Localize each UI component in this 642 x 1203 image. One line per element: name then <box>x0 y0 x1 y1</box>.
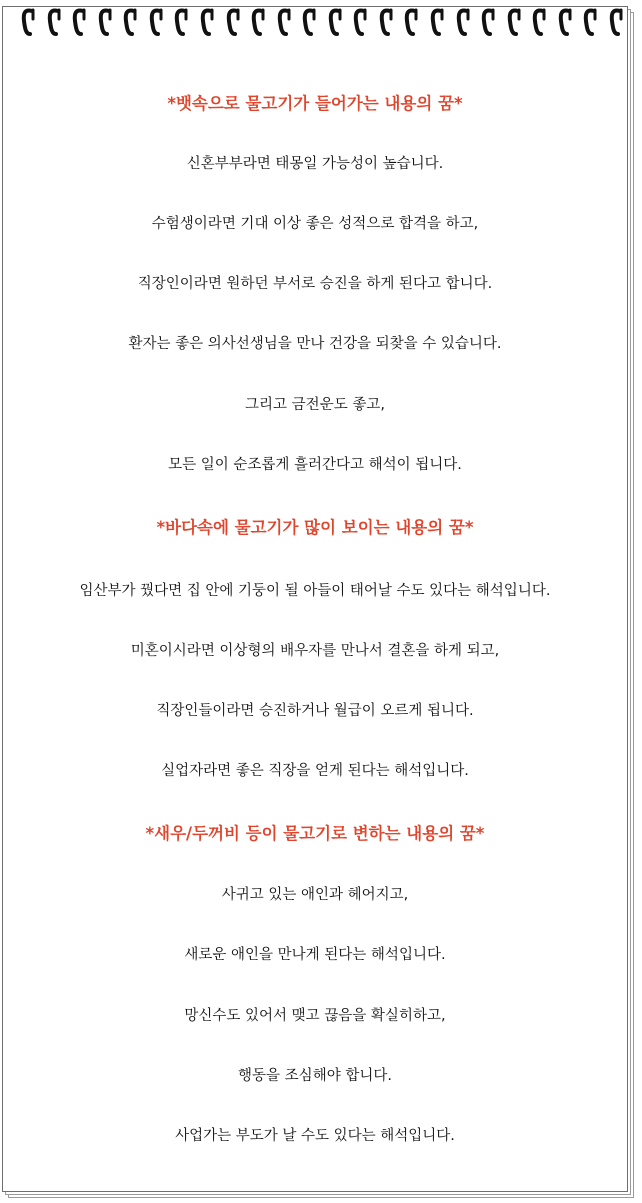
spiral-binding <box>21 7 625 41</box>
text-line: 신혼부부라면 태몽일 가능성이 높습니다. <box>186 156 444 172</box>
spiral-binding-ring-icon <box>200 7 216 39</box>
spiral-binding-ring-icon <box>430 7 446 39</box>
notepad <box>2 6 634 1196</box>
text-line: 그리고 금전운도 좋고, <box>245 397 385 413</box>
spiral-binding-ring-icon <box>174 7 190 39</box>
spiral-binding-ring-icon <box>277 7 293 39</box>
spiral-binding-ring-icon <box>149 7 165 39</box>
spiral-binding-ring-icon <box>72 7 88 39</box>
spiral-binding-ring-icon <box>302 7 318 39</box>
spiral-binding-ring-icon <box>404 7 420 39</box>
spiral-binding-ring-icon <box>609 7 625 39</box>
spiral-binding-ring-icon <box>226 7 242 39</box>
text-line: 모든 일이 순조롭게 흘러간다고 해석이 됩니다. <box>168 457 462 473</box>
spiral-binding-ring-icon <box>47 7 63 39</box>
spiral-binding-ring-icon <box>251 7 267 39</box>
section-heading: *새우/두꺼비 등이 물고기로 변하는 내용의 꿈* <box>145 824 485 843</box>
text-line: 행동을 조심해야 합니다. <box>238 1068 392 1084</box>
text-line: 임산부가 꿨다면 집 안에 기둥이 될 아들이 태어날 수도 있다는 해석입니다. <box>79 583 551 599</box>
spiral-binding-ring-icon <box>123 7 139 39</box>
text-line: 미혼이시라면 이상형의 배우자를 만나서 결혼을 하게 되고, <box>130 643 500 659</box>
spiral-binding-ring-icon <box>21 7 37 39</box>
text-line: 사업가는 부도가 날 수도 있다는 해석입니다. <box>175 1128 455 1144</box>
spiral-binding-ring-icon <box>481 7 497 39</box>
text-line: 실업자라면 좋은 직장을 얻게 된다는 해석입니다. <box>161 763 469 779</box>
spiral-binding-ring-icon <box>532 7 548 39</box>
spiral-binding-ring-icon <box>583 7 599 39</box>
front-sheet <box>2 6 628 1192</box>
spiral-binding-ring-icon <box>379 7 395 39</box>
text-line: 직장인이라면 원하던 부서로 승진을 하게 된다고 합니다. <box>137 276 493 292</box>
spiral-binding-ring-icon <box>98 7 114 39</box>
spiral-binding-ring-icon <box>328 7 344 39</box>
spiral-binding-ring-icon <box>353 7 369 39</box>
text-line: 수험생이라면 기대 이상 좋은 성적으로 합격을 하고, <box>151 216 479 232</box>
spiral-binding-ring-icon <box>507 7 523 39</box>
section-heading: *바다속에 물고기가 많이 보이는 내용의 꿈* <box>156 518 474 537</box>
text-line: 환자는 좋은 의사선생님을 만나 건강을 되찾을 수 있습니다. <box>128 336 502 352</box>
text-line: 사귀고 있는 애인과 헤어지고, <box>221 887 409 903</box>
text-line: 망신수도 있어서 맺고 끊음을 확실히하고, <box>184 1008 446 1024</box>
spiral-binding-ring-icon <box>456 7 472 39</box>
section-heading: *뱃속으로 물고기가 들어가는 내용의 꿈* <box>167 94 463 113</box>
text-line: 직장인들이라면 승진하거나 월급이 오르게 됩니다. <box>156 703 474 719</box>
text-line: 새로운 애인을 만나게 된다는 해석입니다. <box>184 947 446 963</box>
spiral-binding-ring-icon <box>558 7 574 39</box>
